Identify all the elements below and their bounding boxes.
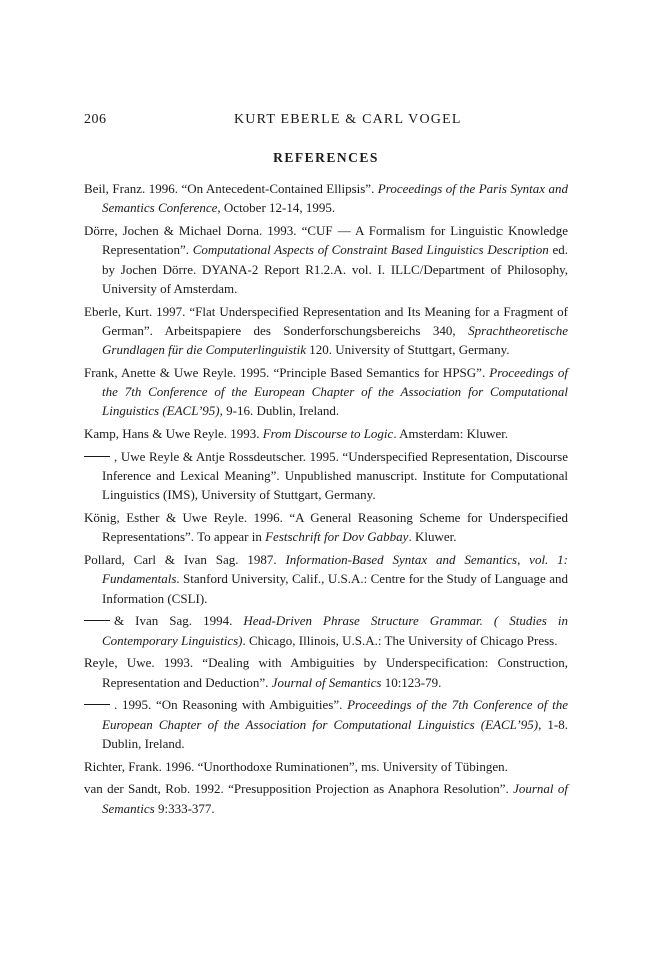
reference-text: Eberle, Kurt. 1997. “Flat Underspecified Representation and Its Meaning for a Fragment of German”. Arbeitspapiere des Sonderforschungsbereichs 340, xyxy=(84,303,568,338)
reference-text: 10:123-79. xyxy=(381,674,442,690)
reference-entry xyxy=(84,363,568,421)
reference-title: Information-Based Syntax and Semantics, vol. 1: Fundamentals xyxy=(102,552,568,587)
reference-text: . Stanford University, Calif., U.S.A.: Centre for the Study of Language and Information (CSLI). xyxy=(102,571,568,606)
reference-title: Sprachtheoretische Grundlagen für die Computerlinguistik xyxy=(102,322,568,358)
reference-text: , 9-16. Dublin, Ireland. xyxy=(219,403,340,419)
running-head-authors: KURT EBERLE & CARL VOGEL xyxy=(234,112,462,127)
reference-text: König, Esther & Uwe Reyle. 1996. “A General Reasoning Scheme for Underspecified Representations”. To appear in xyxy=(84,510,568,545)
reference-entry xyxy=(84,779,568,818)
repeat-author-dash xyxy=(84,620,110,621)
page-number: 206 xyxy=(84,112,107,127)
reference-title: Proceedings of the Paris Syntax and Semantics Conference xyxy=(102,181,568,216)
reference-title: From Discourse to Logic xyxy=(262,426,394,442)
reference-text: Pollard, Carl & Ivan Sag. 1987. xyxy=(84,552,286,568)
reference-title: Computational Aspects of Constraint Based Linguistics Description xyxy=(192,242,549,258)
section-title: REFERENCES xyxy=(273,150,379,165)
reference-text: , Uwe Reyle & Antje Rossdeutscher. 1995. “Underspecified Representation, Discourse Inference and Lexical Meaning”. Unpublished manuscript. Institute for Computational Linguistics (IMS), University of Stuttgart, Germany. xyxy=(102,448,568,503)
reference-text: Richter, Frank. 1996. “Unorthodoxe Ruminationen”, ms. University of Tübingen. xyxy=(84,758,508,774)
reference-title: Festschrift for Dov Gabbay xyxy=(265,529,409,545)
reference-text: Reyle, Uwe. 1993. “Dealing with Ambiguities by Underspecification: Construction, Representation and Deduction”. xyxy=(84,655,568,690)
reference-title: Head-Driven Phrase Structure Grammar. ( Studies in Contemporary Linguistics) xyxy=(102,613,569,648)
reference-entry xyxy=(84,611,568,650)
reference-text: , October 12-14, 1995. xyxy=(217,200,336,216)
reference-list xyxy=(84,179,568,821)
reference-title: Journal of Semantics xyxy=(271,674,382,690)
repeat-author-dash xyxy=(84,456,110,457)
reference-text: 120. University of Stuttgart, Germany. xyxy=(306,342,510,358)
reference-entry xyxy=(84,757,568,776)
reference-entry xyxy=(84,550,568,608)
reference-entry xyxy=(84,179,568,218)
reference-entry xyxy=(84,695,568,753)
reference-text: van der Sandt, Rob. 1992. “Presupposition Projection as Anaphora Resolution”. xyxy=(84,781,514,797)
reference-text: . 1995. “On Reasoning with Ambiguities”. xyxy=(114,697,348,713)
reference-title: Journal of Semantics xyxy=(102,781,568,816)
reference-entry xyxy=(84,653,568,692)
reference-entry xyxy=(84,424,568,443)
reference-text: . Chicago, Illinois, U.S.A.: The University of Chicago Press. xyxy=(242,632,558,648)
reference-entry xyxy=(84,447,568,505)
reference-entry xyxy=(84,508,568,547)
reference-text: Beil, Franz. 1996. “On Antecedent-Contained Ellipsis”. xyxy=(84,181,378,196)
reference-text: 9:333-377. xyxy=(154,800,215,816)
reference-text: ed. by Jochen Dörre. DYANA-2 Report R1.2.A. vol. I. ILLC/Department of Philosophy, University of Amsterdam. xyxy=(102,242,568,296)
reference-text: Dörre, Jochen & Michael Dorna. 1993. “CUF — A Formalism for Linguistic Knowledge Representation”. xyxy=(84,222,568,258)
reference-text: . Amsterdam: Kluwer. xyxy=(393,426,509,442)
reference-title: Proceedings of the 7th Conference of the European Chapter of the Association for Computational Linguistics (EACL’95) xyxy=(102,364,568,419)
repeat-author-dash xyxy=(84,704,110,705)
reference-title: Proceedings of the 7th Conference of the European Chapter of the Association for Computational Linguistics (EACL’95) xyxy=(102,697,568,732)
reference-entry xyxy=(84,302,568,360)
reference-text: . Kluwer. xyxy=(408,529,457,545)
reference-text: Frank, Anette & Uwe Reyle. 1995. “Principle Based Semantics for HPSG”. xyxy=(84,364,490,380)
reference-text: & Ivan Sag. 1994. xyxy=(114,613,244,629)
reference-text: , 1-8. Dublin, Ireland. xyxy=(102,716,568,751)
reference-entry xyxy=(84,221,568,298)
reference-text: Kamp, Hans & Uwe Reyle. 1993. xyxy=(84,426,263,442)
